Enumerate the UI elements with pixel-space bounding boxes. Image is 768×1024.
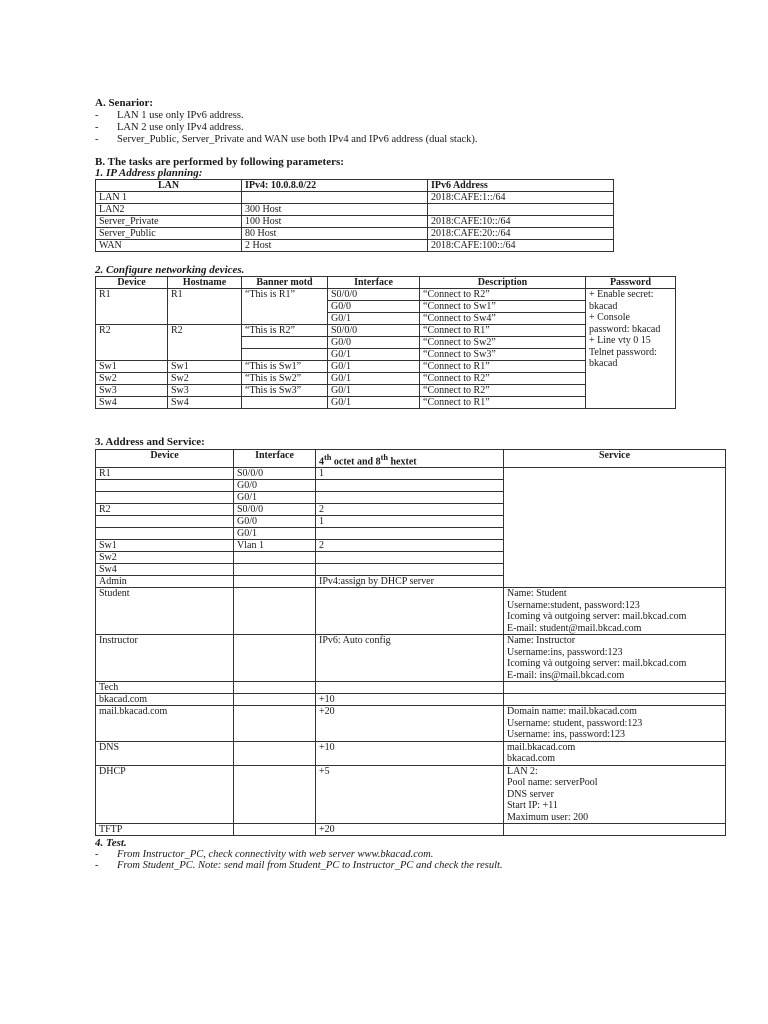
cell-description: “Connect to R2” <box>420 289 586 301</box>
col-header: Hostname <box>168 277 242 289</box>
table-row <box>96 824 726 836</box>
cell-octet: 1 <box>316 468 504 480</box>
password-line: + Console password: bkacad <box>589 312 661 335</box>
cell: Server_Private <box>96 216 242 228</box>
table-row <box>96 204 614 216</box>
cell-device: Sw4 <box>96 564 234 576</box>
password-line: + Enable secret: bkacad <box>589 289 654 312</box>
col-header: Service <box>504 450 726 468</box>
cell-device: Sw2 <box>96 373 168 385</box>
cell-device: R2 <box>96 504 234 516</box>
test-heading: 4. Test. <box>95 837 127 849</box>
cell-device: R2 <box>96 325 168 361</box>
cell-banner <box>242 337 328 349</box>
cell-interface: G0/0 <box>234 516 316 528</box>
col-header: Device <box>96 277 168 289</box>
cell-octet: IPv4:assign by DHCP server <box>316 576 504 588</box>
cell-hostname: R1 <box>168 289 242 325</box>
cell-octet: 2 <box>316 504 504 516</box>
cell-interface <box>234 564 316 576</box>
cell-service <box>504 468 726 588</box>
service-line: bkacad.com <box>507 753 556 765</box>
cell-interface: G0/1 <box>328 397 420 409</box>
cell-interface: G0/1 <box>328 361 420 373</box>
table-row <box>96 240 614 252</box>
cell-interface: G0/0 <box>328 301 420 313</box>
cell-interface: G0/1 <box>328 313 420 325</box>
cell-interface <box>234 706 316 742</box>
cell-interface: G0/0 <box>328 337 420 349</box>
config-table <box>95 276 676 409</box>
cell-service <box>504 588 726 635</box>
cell-device <box>96 528 234 540</box>
cell: LAN 1 <box>96 192 242 204</box>
header-sup: th <box>380 453 388 462</box>
service-line: Icoming và outgoing server: mail.bkcad.com <box>507 658 687 670</box>
col-header-octet <box>316 450 504 468</box>
cell-octet: 2 <box>316 540 504 552</box>
cell-device: Admin <box>96 576 234 588</box>
table-header-row <box>96 277 676 289</box>
col-header: Interface <box>328 277 420 289</box>
cell-octet <box>316 528 504 540</box>
cell-device: DNS <box>96 741 234 765</box>
service-line: Name: Student <box>507 588 567 600</box>
cell-banner: “This is Sw3” <box>242 385 328 397</box>
cell-banner <box>242 397 328 409</box>
cell-device: Instructor <box>96 635 234 682</box>
cell: 80 Host <box>242 228 428 240</box>
cell: 2018:CAFE:1::/64 <box>428 192 614 204</box>
cell-service <box>504 706 726 742</box>
table-row <box>96 682 726 694</box>
address-table <box>95 449 726 836</box>
col-header: Password <box>586 277 676 289</box>
service-line: Name: Instructor <box>507 635 576 647</box>
cell-interface <box>234 694 316 706</box>
table-row <box>96 468 726 480</box>
cell-interface <box>234 635 316 682</box>
cell-hostname: Sw3 <box>168 385 242 397</box>
cell-interface <box>234 824 316 836</box>
table-row <box>96 741 726 765</box>
cell-interface <box>234 682 316 694</box>
password-line: + Line vty 0 15 <box>589 335 651 346</box>
ip-planning-heading: 1. IP Address planning: <box>95 167 203 179</box>
cell-interface: G0/1 <box>234 528 316 540</box>
cell-interface <box>234 765 316 824</box>
cell <box>242 192 428 204</box>
cell-device: Sw4 <box>96 397 168 409</box>
table-row <box>96 588 726 635</box>
col-header: IPv4: 10.0.8.0/22 <box>242 180 428 192</box>
col-header: Description <box>420 277 586 289</box>
cell-service <box>504 694 726 706</box>
service-line: Username:ins, password:123 <box>507 646 623 658</box>
service-line: LAN 2: <box>507 765 538 777</box>
table-row <box>96 192 614 204</box>
cell: 2018:CAFE:100::/64 <box>428 240 614 252</box>
cell-service <box>504 635 726 682</box>
cell-device: Tech <box>96 682 234 694</box>
service-line: Maximum user: 200 <box>507 811 589 823</box>
scenario-item-text: LAN 1 use only IPv6 address. <box>117 110 244 121</box>
service-line: Icoming và outgoing server: mail.bkcad.com <box>507 611 687 623</box>
cell-description: “Connect to R1” <box>420 397 586 409</box>
cell-octet <box>316 492 504 504</box>
header-text: octet and 8 <box>331 456 381 468</box>
cell-service <box>504 741 726 765</box>
cell-device: bkacad.com <box>96 694 234 706</box>
cell-hostname: R2 <box>168 325 242 361</box>
cell-device: R1 <box>96 468 234 480</box>
cell-description: “Connect to Sw1” <box>420 301 586 313</box>
table-row <box>96 765 726 824</box>
service-line: E-mail: student@mail.bkcad.com <box>507 622 642 634</box>
cell-octet: +10 <box>316 694 504 706</box>
cell-octet: 1 <box>316 516 504 528</box>
table-row <box>96 635 726 682</box>
cell-hostname: Sw4 <box>168 397 242 409</box>
cell-banner: “This is Sw1” <box>242 361 328 373</box>
cell-banner: “This is R1” <box>242 289 328 325</box>
address-heading: 3. Address and Service: <box>95 436 205 448</box>
table-header-row <box>96 450 726 468</box>
scenario-heading: A. Senarior: <box>95 97 154 109</box>
cell-description: “Connect to R2” <box>420 373 586 385</box>
cell-service <box>504 682 726 694</box>
cell-hostname: Sw2 <box>168 373 242 385</box>
cell-interface <box>234 552 316 564</box>
address-table-body <box>96 468 726 836</box>
scenario-item: - Server_Public, Server_Private and WAN use both IPv4 and IPv6 address (dual stack). <box>95 134 478 145</box>
service-line: E-mail: ins@mail.bkcad.com <box>507 669 625 681</box>
cell-interface: S0/0/0 <box>234 504 316 516</box>
service-line: Username: student, password:123 <box>507 717 643 729</box>
cell-banner: “This is R2” <box>242 325 328 337</box>
cell-octet <box>316 682 504 694</box>
cell-banner <box>242 349 328 361</box>
cell-banner: “This is Sw2” <box>242 373 328 385</box>
test-item: - From Student_PC. Note: send mail from Student_PC to Instructor_PC and check the result. <box>95 860 503 871</box>
header-text: 4 <box>319 456 324 468</box>
table-row <box>96 216 614 228</box>
service-line: mail.bkacad.com <box>507 741 576 753</box>
cell-interface <box>234 741 316 765</box>
table-row <box>96 706 726 742</box>
cell-octet: IPv6: Auto config <box>316 635 504 682</box>
col-header: LAN <box>96 180 242 192</box>
cell-description: “Connect to Sw2” <box>420 337 586 349</box>
cell-interface: S0/0/0 <box>234 468 316 480</box>
cell-description: “Connect to Sw4” <box>420 313 586 325</box>
cell-octet: +10 <box>316 741 504 765</box>
cell-hostname: Sw1 <box>168 361 242 373</box>
service-line: DNS server <box>507 788 554 800</box>
cell-interface: Vlan 1 <box>234 540 316 552</box>
cell-octet <box>316 480 504 492</box>
cell-interface <box>234 588 316 635</box>
service-line: Domain name: mail.bkacad.com <box>507 706 637 718</box>
cell-octet: +20 <box>316 706 504 742</box>
cell: 100 Host <box>242 216 428 228</box>
cell-device <box>96 492 234 504</box>
cell-device <box>96 516 234 528</box>
cell-device: Sw2 <box>96 552 234 564</box>
cell-description: “Connect to R1” <box>420 325 586 337</box>
cell-device: Student <box>96 588 234 635</box>
scenario-item: - LAN 2 use only IPv4 address. <box>95 122 244 133</box>
scenario-item-text: LAN 2 use only IPv4 address. <box>117 122 244 133</box>
cell-device: TFTP <box>96 824 234 836</box>
cell-service <box>504 824 726 836</box>
service-line: Start IP: +11 <box>507 800 558 812</box>
cell: 2018:CAFE:10::/64 <box>428 216 614 228</box>
col-header: Banner motd <box>242 277 328 289</box>
cell: WAN <box>96 240 242 252</box>
cell-octet <box>316 588 504 635</box>
table-row <box>96 694 726 706</box>
cell-interface: G0/1 <box>328 385 420 397</box>
cell: 2 Host <box>242 240 428 252</box>
cell-octet <box>316 552 504 564</box>
cell-device: R1 <box>96 289 168 325</box>
cell-octet <box>316 564 504 576</box>
cell-interface: G0/0 <box>234 480 316 492</box>
header-text: hextet <box>387 456 417 468</box>
col-header: Device <box>96 450 234 468</box>
cell-service <box>504 765 726 824</box>
cell-description: “Connect to R1” <box>420 361 586 373</box>
test-item-text: From Student_PC. Note: send mail from Student_PC to Instructor_PC and check the result. <box>117 860 503 871</box>
cell-device: Sw1 <box>96 540 234 552</box>
cell-description: “Connect to R2” <box>420 385 586 397</box>
test-item-text: From Instructor_PC, check connectivity with web server www.bkacad.com. <box>117 849 434 860</box>
cell: 2018:CAFE:20::/64 <box>428 228 614 240</box>
cell-interface: S0/0/0 <box>328 289 420 301</box>
cell: 300 Host <box>242 204 428 216</box>
config-heading: 2. Configure networking devices. <box>95 264 245 276</box>
service-line: Username: ins, password:123 <box>507 729 626 741</box>
table-row <box>96 289 676 301</box>
cell-interface: G0/1 <box>328 373 420 385</box>
password-line: Telnet password: bkacad <box>589 346 657 369</box>
cell-interface: G0/1 <box>328 349 420 361</box>
cell: LAN2 <box>96 204 242 216</box>
test-item: - From Instructor_PC, check connectivity with web server www.bkacad.com. <box>95 849 434 860</box>
service-line: Username:student, password:123 <box>507 599 640 611</box>
cell-device: DHCP <box>96 765 234 824</box>
table-header-row <box>96 180 614 192</box>
cell <box>428 204 614 216</box>
scenario-item-text: Server_Public, Server_Private and WAN use both IPv4 and IPv6 address (dual stack). <box>117 134 478 145</box>
cell-octet: +5 <box>316 765 504 824</box>
cell-interface <box>234 576 316 588</box>
header-sup: th <box>324 453 332 462</box>
service-line: Pool name: serverPool <box>507 777 598 789</box>
table-row <box>96 228 614 240</box>
cell-device: Sw3 <box>96 385 168 397</box>
cell-device <box>96 480 234 492</box>
cell: Server_Public <box>96 228 242 240</box>
scenario-item: - LAN 1 use only IPv6 address. <box>95 110 244 121</box>
cell-interface: G0/1 <box>234 492 316 504</box>
cell-device: mail.bkacad.com <box>96 706 234 742</box>
col-header: IPv6 Address <box>428 180 614 192</box>
ip-planning-table <box>95 179 614 252</box>
cell-device: Sw1 <box>96 361 168 373</box>
cell-octet: +20 <box>316 824 504 836</box>
cell-description: “Connect to Sw3” <box>420 349 586 361</box>
tasks-heading: B. The tasks are performed by following parameters: <box>95 156 344 168</box>
cell-password <box>586 289 676 409</box>
col-header: Interface <box>234 450 316 468</box>
cell-interface: S0/0/0 <box>328 325 420 337</box>
